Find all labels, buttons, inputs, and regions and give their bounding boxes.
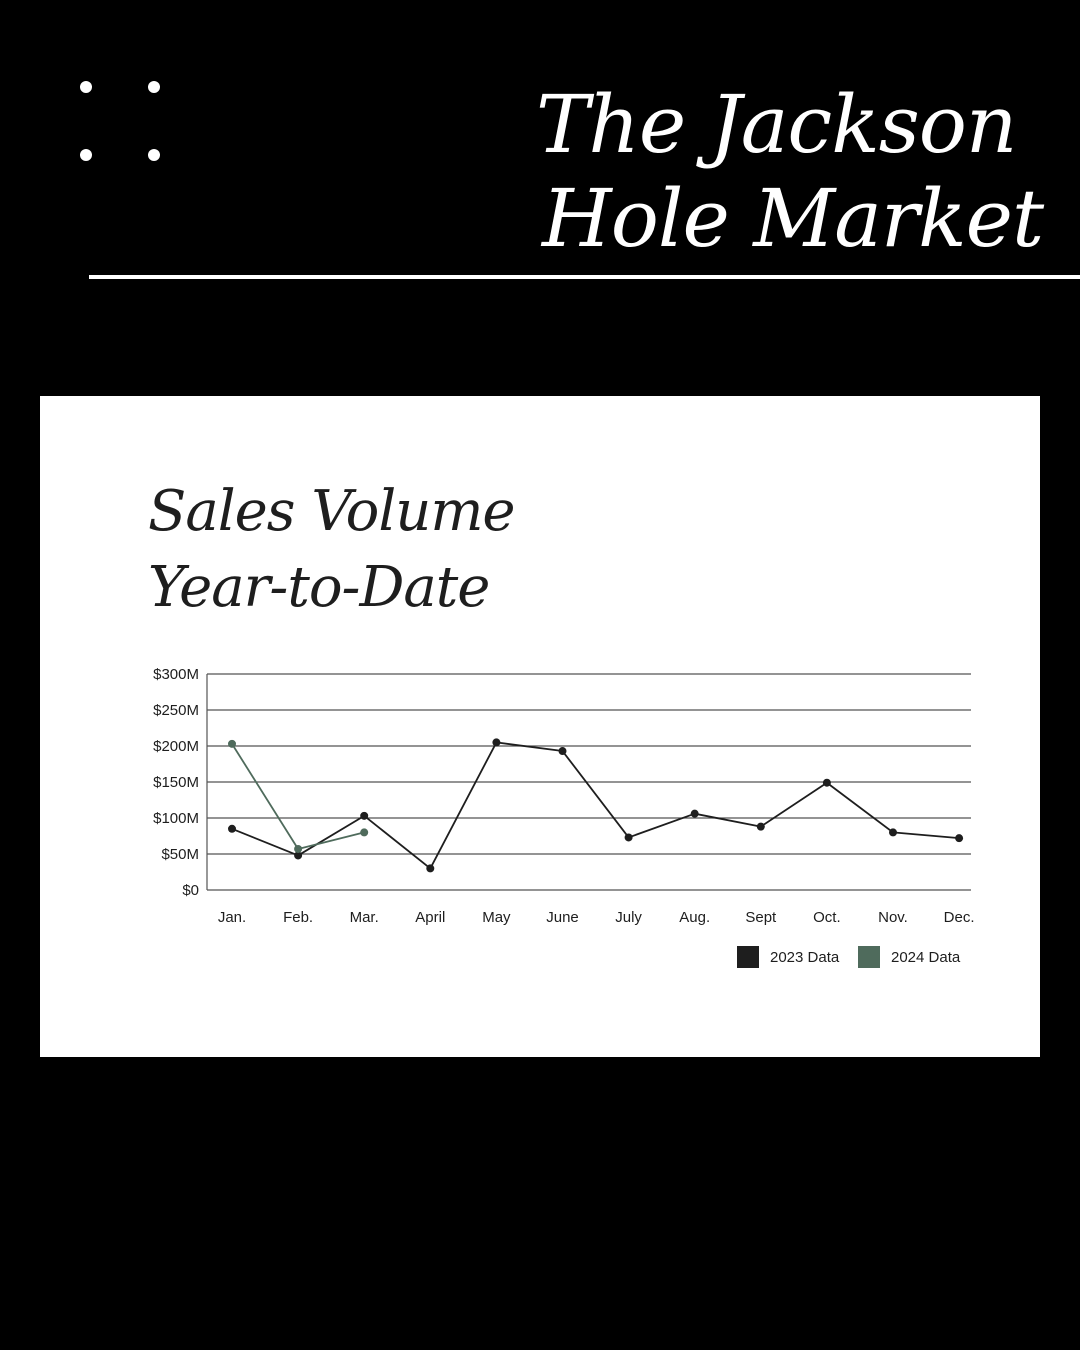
x-tick-label: Aug.	[679, 909, 711, 926]
data-point	[294, 845, 302, 853]
y-tick-label: $100M	[153, 810, 199, 827]
data-point	[360, 828, 368, 836]
x-tick-label: Oct.	[813, 909, 841, 926]
data-point	[823, 779, 831, 787]
y-tick-label: $250M	[153, 702, 199, 719]
data-point	[228, 740, 236, 748]
x-tick-label: July	[615, 909, 642, 926]
chart-title-line-1: Sales Volume	[148, 479, 515, 544]
legend-label-2023: 2023 Data	[770, 948, 840, 966]
decorative-dot	[148, 149, 160, 161]
data-point	[955, 834, 963, 842]
decorative-dot	[80, 81, 92, 93]
x-tick-label: Nov.	[878, 909, 908, 926]
page-title-line-1: The Jackson	[536, 78, 1017, 171]
series-line-1	[232, 744, 364, 849]
data-point	[426, 864, 434, 872]
legend-item-2023	[737, 946, 839, 968]
legend-swatch-2024	[858, 946, 880, 968]
y-tick-label: $150M	[153, 774, 199, 791]
y-tick-label: $300M	[153, 666, 199, 683]
y-tick-label: $0	[182, 882, 199, 899]
chart-title-line-2: Year-to-Date	[148, 555, 490, 620]
data-point	[228, 825, 236, 833]
x-tick-label: Mar.	[349, 909, 379, 926]
y-tick-label: $200M	[153, 738, 199, 755]
page-title-line-2: Hole Market	[542, 172, 1044, 265]
data-point	[691, 810, 699, 818]
chart-card	[40, 396, 1040, 1057]
header-divider	[89, 275, 1080, 279]
page-title	[520, 78, 1060, 266]
x-tick-label: Sept	[745, 909, 777, 926]
data-point	[889, 828, 897, 836]
x-tick-label: Feb.	[283, 909, 314, 926]
data-point	[492, 738, 500, 746]
legend-label-2024: 2024 Data	[891, 948, 961, 966]
series-line-0	[232, 742, 959, 868]
x-tick-label: April	[415, 909, 446, 926]
x-tick-label: May	[482, 909, 511, 926]
data-point	[360, 812, 368, 820]
x-tick-label: Jan.	[217, 909, 247, 926]
x-tick-label: Dec.	[943, 909, 975, 926]
data-point	[625, 833, 633, 841]
decorative-dot	[148, 81, 160, 93]
data-point	[757, 823, 765, 831]
legend-item-2024	[858, 946, 960, 968]
x-tick-label: June	[546, 909, 579, 926]
legend-swatch-2023	[737, 946, 759, 968]
data-point	[559, 747, 567, 755]
y-tick-label: $50M	[161, 846, 199, 863]
decorative-dot	[80, 149, 92, 161]
